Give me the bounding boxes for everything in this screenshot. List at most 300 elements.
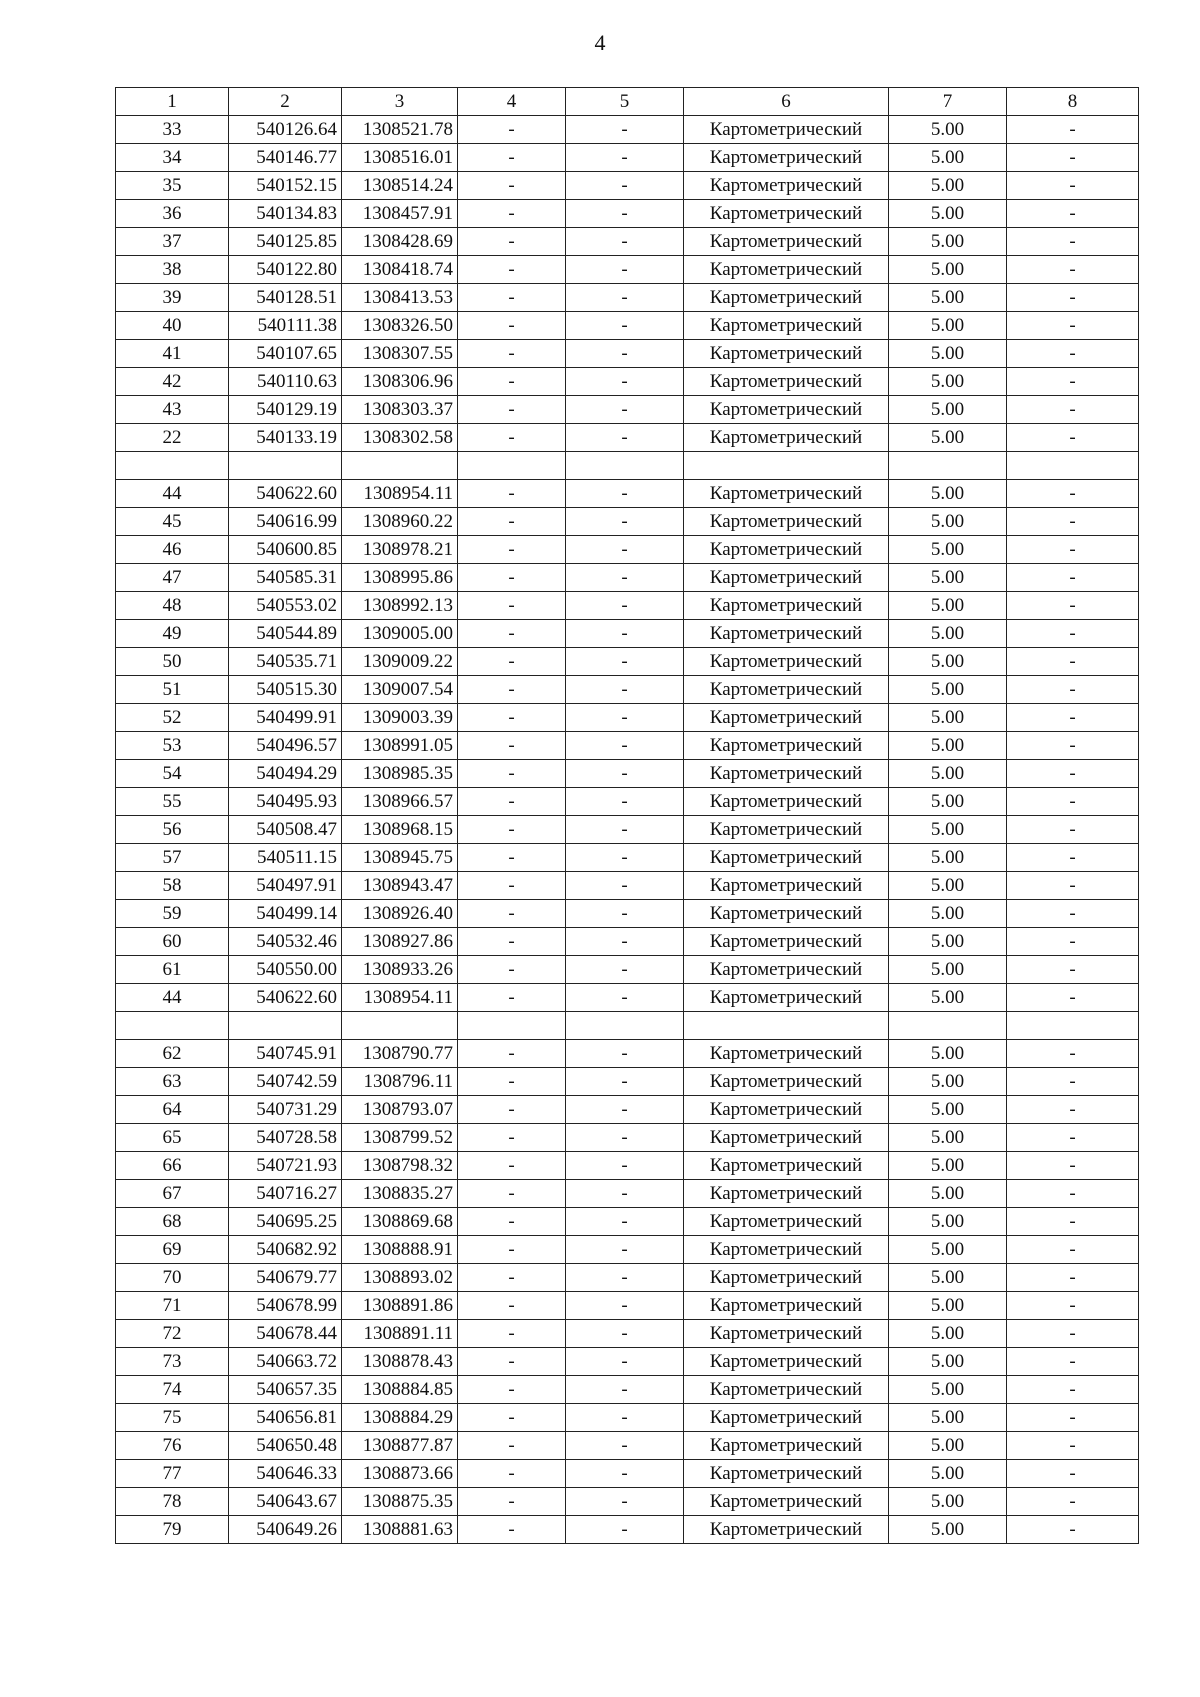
x-coordinate-cell: 540107.65 — [229, 340, 342, 368]
point-number-cell: 65 — [116, 1124, 229, 1152]
col4-cell: - — [458, 228, 566, 256]
point-number-cell: 36 — [116, 200, 229, 228]
method-cell: Картометрический — [684, 900, 889, 928]
separator-row — [116, 1012, 1139, 1040]
table-row — [116, 1460, 1139, 1488]
col8-cell: - — [1007, 508, 1139, 536]
method-cell: Картометрический — [684, 1040, 889, 1068]
point-number-cell: 54 — [116, 760, 229, 788]
col8-cell: - — [1007, 648, 1139, 676]
y-coordinate-cell: 1308881.63 — [342, 1516, 458, 1544]
accuracy-cell: 5.00 — [889, 172, 1007, 200]
x-coordinate-cell: 540682.92 — [229, 1236, 342, 1264]
col8-cell: - — [1007, 200, 1139, 228]
x-coordinate-cell: 540646.33 — [229, 1460, 342, 1488]
method-cell: Картометрический — [684, 676, 889, 704]
point-number-cell: 50 — [116, 648, 229, 676]
method-cell: Картометрический — [684, 480, 889, 508]
col4-cell: - — [458, 872, 566, 900]
col5-cell: - — [566, 1152, 684, 1180]
table-row — [116, 116, 1139, 144]
point-number-cell: 41 — [116, 340, 229, 368]
accuracy-cell: 5.00 — [889, 396, 1007, 424]
table-row — [116, 1096, 1139, 1124]
accuracy-cell: 5.00 — [889, 1488, 1007, 1516]
col8-cell: - — [1007, 928, 1139, 956]
col8-cell: - — [1007, 760, 1139, 788]
col4-cell: - — [458, 1404, 566, 1432]
col4-cell: - — [458, 1348, 566, 1376]
point-number-cell: 78 — [116, 1488, 229, 1516]
point-number-cell: 74 — [116, 1376, 229, 1404]
col4-cell: - — [458, 760, 566, 788]
table-row — [116, 1152, 1139, 1180]
col8-cell: - — [1007, 1348, 1139, 1376]
table-row — [116, 200, 1139, 228]
point-number-cell: 40 — [116, 312, 229, 340]
y-coordinate-cell: 1308985.35 — [342, 760, 458, 788]
col8-cell: - — [1007, 732, 1139, 760]
method-cell: Картометрический — [684, 788, 889, 816]
column-header: 2 — [229, 88, 342, 116]
table-row — [116, 592, 1139, 620]
x-coordinate-cell: 540125.85 — [229, 228, 342, 256]
col5-cell: - — [566, 396, 684, 424]
col8-cell: - — [1007, 256, 1139, 284]
x-coordinate-cell: 540535.71 — [229, 648, 342, 676]
table-row — [116, 984, 1139, 1012]
table-row — [116, 312, 1139, 340]
method-cell: Картометрический — [684, 760, 889, 788]
col5-cell: - — [566, 564, 684, 592]
table-row — [116, 1348, 1139, 1376]
y-coordinate-cell: 1308933.26 — [342, 956, 458, 984]
table-row — [116, 788, 1139, 816]
y-coordinate-cell: 1308968.15 — [342, 816, 458, 844]
accuracy-cell: 5.00 — [889, 788, 1007, 816]
y-coordinate-cell: 1308796.11 — [342, 1068, 458, 1096]
point-number-cell: 56 — [116, 816, 229, 844]
point-number-cell: 47 — [116, 564, 229, 592]
accuracy-cell: 5.00 — [889, 1432, 1007, 1460]
y-coordinate-cell: 1309003.39 — [342, 704, 458, 732]
table-row — [116, 340, 1139, 368]
col8-cell: - — [1007, 1208, 1139, 1236]
y-coordinate-cell: 1308413.53 — [342, 284, 458, 312]
col4-cell: - — [458, 620, 566, 648]
x-coordinate-cell: 540731.29 — [229, 1096, 342, 1124]
col5-cell: - — [566, 424, 684, 452]
col5-cell: - — [566, 1488, 684, 1516]
method-cell: Картометрический — [684, 1152, 889, 1180]
point-number-cell: 75 — [116, 1404, 229, 1432]
col5-cell: - — [566, 1516, 684, 1544]
method-cell: Картометрический — [684, 396, 889, 424]
x-coordinate-cell: 540494.29 — [229, 760, 342, 788]
col8-cell: - — [1007, 284, 1139, 312]
y-coordinate-cell: 1308945.75 — [342, 844, 458, 872]
accuracy-cell: 5.00 — [889, 984, 1007, 1012]
x-coordinate-cell: 540745.91 — [229, 1040, 342, 1068]
table-row — [116, 144, 1139, 172]
col8-cell: - — [1007, 424, 1139, 452]
col4-cell: - — [458, 732, 566, 760]
table-row — [116, 760, 1139, 788]
method-cell: Картометрический — [684, 592, 889, 620]
column-header: 4 — [458, 88, 566, 116]
accuracy-cell: 5.00 — [889, 1516, 1007, 1544]
col5-cell: - — [566, 1236, 684, 1264]
col5-cell: - — [566, 1460, 684, 1488]
accuracy-cell: 5.00 — [889, 900, 1007, 928]
point-number-cell: 44 — [116, 984, 229, 1012]
x-coordinate-cell: 540146.77 — [229, 144, 342, 172]
table-row — [116, 172, 1139, 200]
column-header: 5 — [566, 88, 684, 116]
col5-cell: - — [566, 620, 684, 648]
col8-cell — [1007, 452, 1139, 480]
y-coordinate-cell: 1308457.91 — [342, 200, 458, 228]
method-cell: Картометрический — [684, 424, 889, 452]
method-cell: Картометрический — [684, 508, 889, 536]
accuracy-cell: 5.00 — [889, 956, 1007, 984]
col4-cell: - — [458, 1096, 566, 1124]
y-coordinate-cell: 1308307.55 — [342, 340, 458, 368]
y-coordinate-cell — [342, 1012, 458, 1040]
method-cell: Картометрический — [684, 1320, 889, 1348]
col4-cell: - — [458, 1264, 566, 1292]
col8-cell: - — [1007, 1516, 1139, 1544]
col8-cell: - — [1007, 396, 1139, 424]
accuracy-cell: 5.00 — [889, 928, 1007, 956]
col4-cell: - — [458, 1460, 566, 1488]
col4-cell — [458, 1012, 566, 1040]
col5-cell: - — [566, 1320, 684, 1348]
y-coordinate-cell: 1308991.05 — [342, 732, 458, 760]
table-row — [116, 1432, 1139, 1460]
y-coordinate-cell: 1308793.07 — [342, 1096, 458, 1124]
x-coordinate-cell: 540152.15 — [229, 172, 342, 200]
table-row — [116, 368, 1139, 396]
y-coordinate-cell: 1308954.11 — [342, 984, 458, 1012]
col4-cell: - — [458, 844, 566, 872]
col8-cell: - — [1007, 116, 1139, 144]
x-coordinate-cell: 540508.47 — [229, 816, 342, 844]
accuracy-cell: 5.00 — [889, 1096, 1007, 1124]
accuracy-cell: 5.00 — [889, 1124, 1007, 1152]
method-cell: Картометрический — [684, 1180, 889, 1208]
method-cell: Картометрический — [684, 284, 889, 312]
y-coordinate-cell: 1308888.91 — [342, 1236, 458, 1264]
accuracy-cell: 5.00 — [889, 1320, 1007, 1348]
col4-cell: - — [458, 1432, 566, 1460]
col5-cell: - — [566, 172, 684, 200]
y-coordinate-cell: 1308960.22 — [342, 508, 458, 536]
y-coordinate-cell: 1308966.57 — [342, 788, 458, 816]
method-cell: Картометрический — [684, 144, 889, 172]
col4-cell: - — [458, 704, 566, 732]
table-row — [116, 1376, 1139, 1404]
col8-cell: - — [1007, 480, 1139, 508]
col5-cell: - — [566, 928, 684, 956]
x-coordinate-cell: 540643.67 — [229, 1488, 342, 1516]
x-coordinate-cell: 540122.80 — [229, 256, 342, 284]
point-number-cell: 51 — [116, 676, 229, 704]
accuracy-cell: 5.00 — [889, 564, 1007, 592]
col4-cell: - — [458, 200, 566, 228]
point-number-cell: 70 — [116, 1264, 229, 1292]
y-coordinate-cell: 1308303.37 — [342, 396, 458, 424]
coordinates-table — [115, 87, 1139, 1544]
col5-cell: - — [566, 116, 684, 144]
method-cell: Картометрический — [684, 1264, 889, 1292]
col4-cell: - — [458, 396, 566, 424]
point-number-cell: 22 — [116, 424, 229, 452]
method-cell: Картометрический — [684, 928, 889, 956]
accuracy-cell: 5.00 — [889, 732, 1007, 760]
col5-cell: - — [566, 228, 684, 256]
method-cell: Картометрический — [684, 1208, 889, 1236]
table-row — [116, 536, 1139, 564]
method-cell — [684, 1012, 889, 1040]
col4-cell: - — [458, 592, 566, 620]
x-coordinate-cell: 540134.83 — [229, 200, 342, 228]
method-cell: Картометрический — [684, 1432, 889, 1460]
method-cell: Картометрический — [684, 1516, 889, 1544]
table-row — [116, 704, 1139, 732]
point-number-cell: 71 — [116, 1292, 229, 1320]
x-coordinate-cell: 540497.91 — [229, 872, 342, 900]
x-coordinate-cell: 540679.77 — [229, 1264, 342, 1292]
method-cell: Картометрический — [684, 536, 889, 564]
accuracy-cell: 5.00 — [889, 536, 1007, 564]
col8-cell: - — [1007, 564, 1139, 592]
table-row — [116, 956, 1139, 984]
accuracy-cell — [889, 1012, 1007, 1040]
y-coordinate-cell: 1308884.85 — [342, 1376, 458, 1404]
table-row — [116, 1292, 1139, 1320]
col4-cell: - — [458, 956, 566, 984]
table-row — [116, 1040, 1139, 1068]
table-row — [116, 1208, 1139, 1236]
point-number-cell: 68 — [116, 1208, 229, 1236]
x-coordinate-cell: 540650.48 — [229, 1432, 342, 1460]
column-header: 8 — [1007, 88, 1139, 116]
method-cell: Картометрический — [684, 116, 889, 144]
x-coordinate-cell: 540695.25 — [229, 1208, 342, 1236]
point-number-cell — [116, 452, 229, 480]
method-cell: Картометрический — [684, 1292, 889, 1320]
table-row — [116, 1236, 1139, 1264]
x-coordinate-cell: 540129.19 — [229, 396, 342, 424]
col4-cell: - — [458, 984, 566, 1012]
y-coordinate-cell: 1308891.11 — [342, 1320, 458, 1348]
table-row — [116, 228, 1139, 256]
col5-cell: - — [566, 284, 684, 312]
y-coordinate-cell: 1308927.86 — [342, 928, 458, 956]
col4-cell: - — [458, 284, 566, 312]
table-row — [116, 676, 1139, 704]
y-coordinate-cell: 1308926.40 — [342, 900, 458, 928]
y-coordinate-cell: 1308873.66 — [342, 1460, 458, 1488]
point-number-cell: 53 — [116, 732, 229, 760]
table-row — [116, 508, 1139, 536]
y-coordinate-cell: 1308516.01 — [342, 144, 458, 172]
col8-cell: - — [1007, 228, 1139, 256]
x-coordinate-cell: 540656.81 — [229, 1404, 342, 1432]
col5-cell: - — [566, 1180, 684, 1208]
col8-cell: - — [1007, 676, 1139, 704]
point-number-cell: 76 — [116, 1432, 229, 1460]
method-cell: Картометрический — [684, 844, 889, 872]
accuracy-cell: 5.00 — [889, 760, 1007, 788]
method-cell: Картометрический — [684, 956, 889, 984]
col4-cell: - — [458, 1208, 566, 1236]
col5-cell: - — [566, 1404, 684, 1432]
method-cell: Картометрический — [684, 256, 889, 284]
accuracy-cell: 5.00 — [889, 1264, 1007, 1292]
col8-cell: - — [1007, 984, 1139, 1012]
method-cell: Картометрический — [684, 340, 889, 368]
x-coordinate-cell: 540585.31 — [229, 564, 342, 592]
point-number-cell — [116, 1012, 229, 1040]
point-number-cell: 77 — [116, 1460, 229, 1488]
accuracy-cell: 5.00 — [889, 648, 1007, 676]
accuracy-cell: 5.00 — [889, 368, 1007, 396]
col8-cell: - — [1007, 1264, 1139, 1292]
table-row — [116, 1264, 1139, 1292]
point-number-cell: 46 — [116, 536, 229, 564]
method-cell: Картометрический — [684, 648, 889, 676]
accuracy-cell: 5.00 — [889, 1460, 1007, 1488]
table-row — [116, 1124, 1139, 1152]
point-number-cell: 64 — [116, 1096, 229, 1124]
col4-cell: - — [458, 536, 566, 564]
col5-cell — [566, 1012, 684, 1040]
x-coordinate-cell — [229, 452, 342, 480]
y-coordinate-cell: 1308891.86 — [342, 1292, 458, 1320]
accuracy-cell: 5.00 — [889, 144, 1007, 172]
x-coordinate-cell: 540499.91 — [229, 704, 342, 732]
col5-cell: - — [566, 900, 684, 928]
point-number-cell: 61 — [116, 956, 229, 984]
col5-cell: - — [566, 760, 684, 788]
col5-cell: - — [566, 844, 684, 872]
y-coordinate-cell: 1308835.27 — [342, 1180, 458, 1208]
col5-cell: - — [566, 1124, 684, 1152]
col4-cell: - — [458, 1124, 566, 1152]
accuracy-cell: 5.00 — [889, 424, 1007, 452]
col5-cell: - — [566, 368, 684, 396]
method-cell — [684, 452, 889, 480]
col5-cell — [566, 452, 684, 480]
y-coordinate-cell: 1308877.87 — [342, 1432, 458, 1460]
x-coordinate-cell: 540742.59 — [229, 1068, 342, 1096]
point-number-cell: 39 — [116, 284, 229, 312]
x-coordinate-cell: 540550.00 — [229, 956, 342, 984]
col4-cell: - — [458, 508, 566, 536]
col8-cell: - — [1007, 1236, 1139, 1264]
accuracy-cell: 5.00 — [889, 676, 1007, 704]
column-header: 3 — [342, 88, 458, 116]
col8-cell: - — [1007, 536, 1139, 564]
x-coordinate-cell: 540721.93 — [229, 1152, 342, 1180]
col4-cell: - — [458, 1376, 566, 1404]
col4-cell: - — [458, 424, 566, 452]
method-cell: Картометрический — [684, 732, 889, 760]
col4-cell: - — [458, 1488, 566, 1516]
col5-cell: - — [566, 1068, 684, 1096]
y-coordinate-cell: 1308875.35 — [342, 1488, 458, 1516]
col5-cell: - — [566, 200, 684, 228]
table-row — [116, 1180, 1139, 1208]
table-row — [116, 900, 1139, 928]
col4-cell: - — [458, 788, 566, 816]
y-coordinate-cell: 1308978.21 — [342, 536, 458, 564]
x-coordinate-cell: 540496.57 — [229, 732, 342, 760]
col8-cell: - — [1007, 1180, 1139, 1208]
point-number-cell: 60 — [116, 928, 229, 956]
y-coordinate-cell: 1308878.43 — [342, 1348, 458, 1376]
col5-cell: - — [566, 1348, 684, 1376]
y-coordinate-cell: 1308306.96 — [342, 368, 458, 396]
x-coordinate-cell: 540128.51 — [229, 284, 342, 312]
col5-cell: - — [566, 256, 684, 284]
col8-cell: - — [1007, 816, 1139, 844]
accuracy-cell: 5.00 — [889, 284, 1007, 312]
accuracy-cell: 5.00 — [889, 592, 1007, 620]
accuracy-cell: 5.00 — [889, 200, 1007, 228]
method-cell: Картометрический — [684, 1236, 889, 1264]
point-number-cell: 59 — [116, 900, 229, 928]
point-number-cell: 55 — [116, 788, 229, 816]
col5-cell: - — [566, 536, 684, 564]
accuracy-cell: 5.00 — [889, 1040, 1007, 1068]
accuracy-cell: 5.00 — [889, 340, 1007, 368]
point-number-cell: 48 — [116, 592, 229, 620]
col5-cell: - — [566, 676, 684, 704]
x-coordinate-cell: 540532.46 — [229, 928, 342, 956]
point-number-cell: 34 — [116, 144, 229, 172]
col8-cell: - — [1007, 144, 1139, 172]
accuracy-cell — [889, 452, 1007, 480]
method-cell: Картометрический — [684, 1488, 889, 1516]
col4-cell: - — [458, 312, 566, 340]
col4-cell: - — [458, 564, 566, 592]
col8-cell: - — [1007, 1068, 1139, 1096]
x-coordinate-cell: 540663.72 — [229, 1348, 342, 1376]
col5-cell: - — [566, 1264, 684, 1292]
x-coordinate-cell: 540515.30 — [229, 676, 342, 704]
col5-cell: - — [566, 1096, 684, 1124]
method-cell: Картометрический — [684, 200, 889, 228]
y-coordinate-cell: 1308954.11 — [342, 480, 458, 508]
x-coordinate-cell: 540716.27 — [229, 1180, 342, 1208]
y-coordinate-cell: 1309005.00 — [342, 620, 458, 648]
y-coordinate-cell: 1308326.50 — [342, 312, 458, 340]
point-number-cell: 49 — [116, 620, 229, 648]
y-coordinate-cell: 1308428.69 — [342, 228, 458, 256]
point-number-cell: 43 — [116, 396, 229, 424]
y-coordinate-cell: 1308418.74 — [342, 256, 458, 284]
accuracy-cell: 5.00 — [889, 1152, 1007, 1180]
column-header: 7 — [889, 88, 1007, 116]
col8-cell: - — [1007, 956, 1139, 984]
y-coordinate-cell — [342, 452, 458, 480]
method-cell: Картометрический — [684, 564, 889, 592]
col8-cell: - — [1007, 872, 1139, 900]
col8-cell: - — [1007, 1376, 1139, 1404]
